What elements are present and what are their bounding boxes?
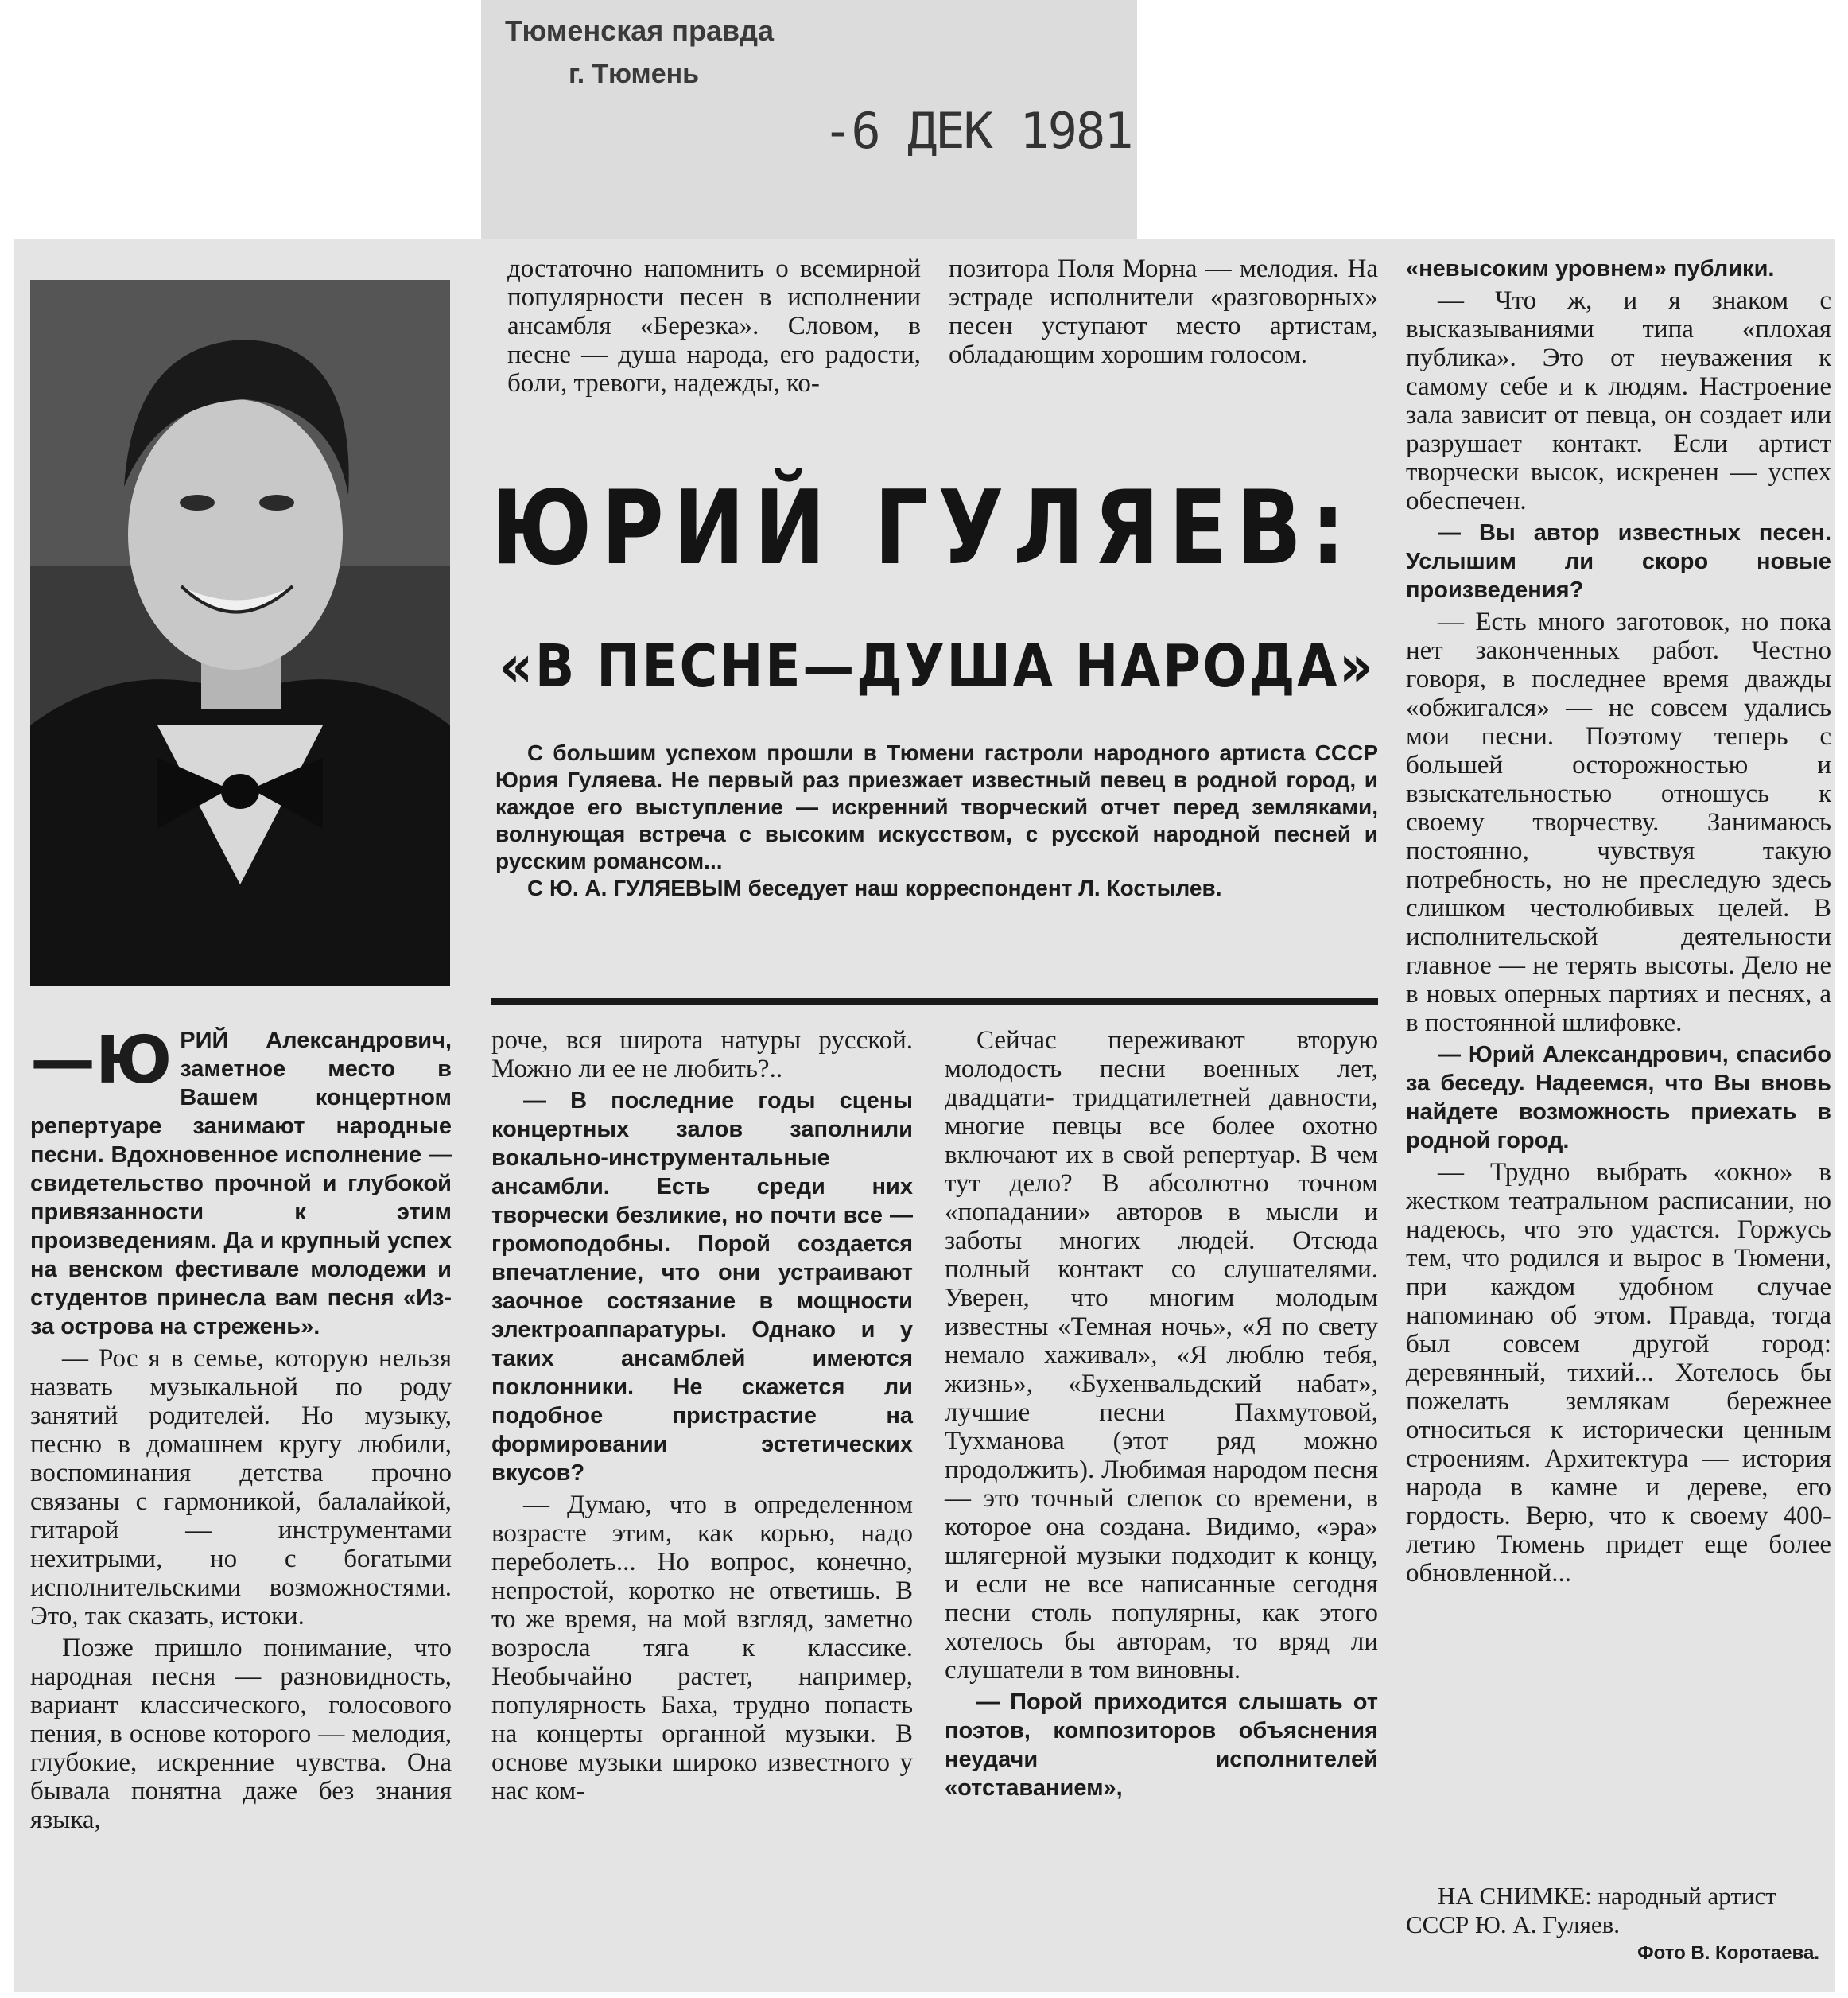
lead-byline: С Ю. А. ГУЛЯЕВЫМ беседует наш корреспондент Л. Костылев. [527,876,1222,900]
column-4 [1406,255,1831,1591]
column-text: достаточно напомнить о всемирной популярности песен в исполнении ансамбля «Березка». Словом, в песне — душа народа, его радости, боли, тревоги, надежды, ко- [507,255,921,398]
answer-1: — Рос я в семье, которую нельзя назвать музыкальной по роду занятий родителей. Но музыку, песню в домашнем кругу любили, воспоминания детства прочно связаны с гармоникой, балалайкой, гитарой — инструментами нехитрыми, но с богатыми исполнительскими возможностями. Это, так сказать, истоки. [30,1344,452,1631]
question-3-cont: «невысоким уровнем» публики. [1406,256,1775,282]
question-4: — Вы автор известных песен. Услышим ли скоро новые произведения? [1406,520,1831,603]
clipping-date: -6 ДЕК 1981 [823,102,1132,160]
question-3: — Порой приходится слышать от поэтов, композиторов объяснения неудачи исполнителей «отставанием», [945,1689,1378,1801]
answer-1-cont: Позже пришло понимание, что народная песня — разновидность, вариант классического, голосового пения, в основе которого — мелодия, глубокие, искренние чувства. Она бывала понятна даже без знания языка, [30,1634,452,1834]
headline-subtitle: «В ПЕСНЕ—ДУША НАРОДА» [499,632,1375,701]
newspaper-clipping [14,239,1835,1992]
answer-5: — Есть много заготовок, но пока нет законченных работ. Честно говоря, в последнее время дважды «обжигался» — не совсем удались мои песни. Поэтому теперь с большей осторожностью и взыскательностью отношусь к своему творчеству. Занимаюсь постоянно, чувствуя такую потребность, но не преследую здесь слишком честолюбивых целей. В исполнительской деятельности главное — не терять высоты. Дело не в новых оперных партиях и песнях, а в постоянной шлифовке. [1406,608,1831,1037]
question-5: — Юрий Александрович, спасибо за беседу. Надеемся, что Вы вновь найдете возможность приехать в родной город. [1406,1042,1831,1153]
column-1 [30,1023,452,1837]
answer-6: — Трудно выбрать «окно» в жестком театральном расписании, но надеюсь, что это удастся. Горжусь тем, что родился и вырос в Тюмени, при каждом удобном случае напоминаю об этом. Правда, тогда был совсем другой город: деревянный, тихий... Хотелось бы пожелать землякам бережнее относиться к исторически ценным строениям. Архитектура — история народа в камне и дереве, его гордость. Верю, что к своему 400-летию Тюмень придет еще более обновленной... [1406,1158,1831,1588]
question-1: —Ю РИЙ Александрович, заметное место в Вашем концертном репертуаре занимают народные песни. Вдохновенное исполнение — свидетельство прочной и глубокой привязанности к этим произведениям. Да и крупный успех на венском фестивале молодежи и студентов принесла вам песня «Из-за острова на стрежень». [30,1023,452,1339]
column-text: позитора Поля Морна — мелодия. На эстраде исполнители «разговорных» песен уступают место артистам, обладающим хорошим голосом. [949,255,1378,369]
newspaper-name: Тюменская правда [505,14,775,47]
column-2-top [507,255,921,401]
answer-3: — Думаю, что в определенном возрасте этим, как корью, надо переболеть... Но вопрос, конечно, непростой, коротко не ответишь. В то же время, на мой взгляд, заметно возросла тяга к классике. Необычайно растет, например, популярность Баха, трудно попасть на концерты органной музыки. В основе музыки широко известного у нас ком- [491,1491,913,1806]
dropcap: —Ю [30,1023,173,1098]
archive-stamp [481,0,1137,240]
photo-caption [1406,1882,1835,1968]
lead-paragraph [495,740,1378,902]
column-3-top [949,255,1378,372]
photo-credit: Фото В. Коротаева. [1637,1942,1819,1964]
portrait-photo [30,280,450,986]
caption-text: НА СНИМКЕ: народный артист СССР Ю. А. Гуляев. [1406,1882,1776,1938]
column-2 [491,1026,913,1809]
newspaper-city: г. Тюмень [569,59,700,89]
column-3 [945,1026,1378,1806]
question-2: — В последние годы сцены концертных залов заполнили вокально-инструментальные ансамбли. Есть среди них творчески безликие, но почти все — громоподобны. Порой создается впечатление, что они устраивают заочное состязание в мощности электроаппаратуры. Однако и у таких ансамблей имеются поклонники. Не скажется ли подобное пристрастие на формировании эстетических вкусов? [491,1088,913,1486]
lead-text: С большим успехом прошли в Тюмени гастроли народного артиста СССР Юрия Гуляева. Не первый раз приезжает известный певец в родной город, и каждое его выступление — искренний творческий отчет перед земляками, волнующая встреча с высоким искусством, с русской народной песней и русским романсом... [495,741,1378,873]
headline-title: ЮРИЙ ГУЛЯЕВ: [491,469,1355,588]
paragraph: Сейчас переживают вторую молодость песни военных лет, двадцати- тридцатилетней давности, многие певцы все более охотно включают их в свой репертуар. В чем тут дело? В абсолютно точном «попадании» авторов в мысли и заботы многих людей. Отсюда полный контакт со слушателями. Уверен, что многим молодым известны «Темная ночь», «Я по свету немало хаживал», «Я люблю тебя, жизнь», «Бухенвальдский набат», лучшие песни Пахмутовой, Тухманова (этот ряд можно продолжить). Любимая народом песня — это точный слепок со времени, в которое она создана. Видимо, «эра» шлягерной музыки подходит к концу, и если не все написанные сегодня песни столь популярны, как этого хотелось бы авторам, то вряд ли слушатели в том виновны. [945,1026,1378,1685]
divider-rule [491,998,1378,1005]
paragraph: роче, вся широта натуры русской. Можно ли ее не любить?.. [491,1026,913,1083]
answer-4: — Что ж, и я знаком с высказываниями типа «плохая публика». Это от неуважения к самому себе и к людям. Настроение зала зависит от певца, он создает или разрушает контакт. Если артист творчески высок, искренен — успех обеспечен. [1406,286,1831,515]
